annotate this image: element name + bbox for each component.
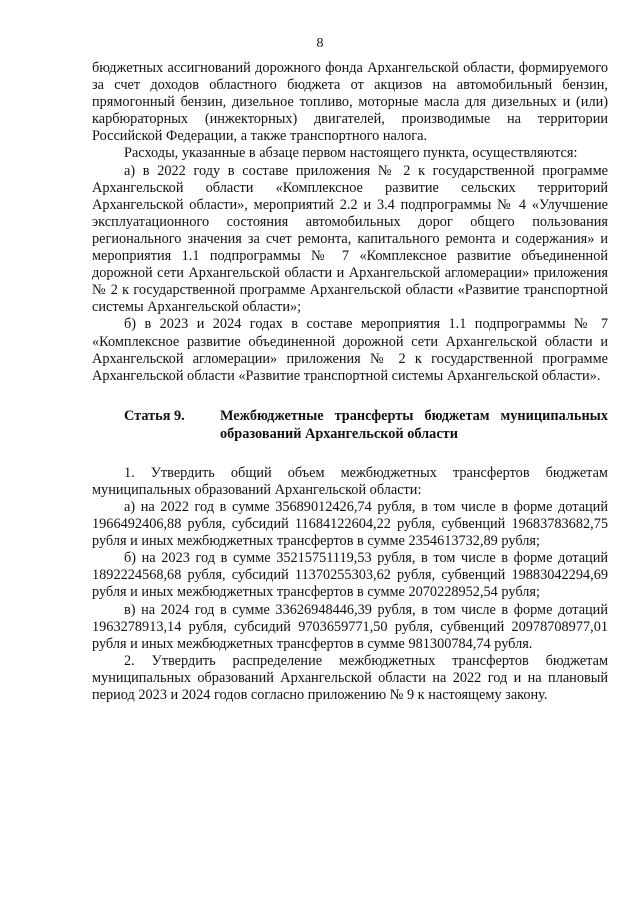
paragraph-road-fund: бюджетных ассигнований дорожного фонда Архангельской области, формируемого за счет доходов областного бюджета от акцизов на автомобильный бензин, прямогонный бензин, дизельное топливо, моторные масла для дизельных и (или) карбюраторных (инжекторных) двигателей, производимые на территории Российской Федерации, а также транспортного налога. [92, 60, 608, 145]
paragraph-transfers-2023: б) на 2023 год в сумме 35215751119,53 рубля, в том числе в форме дотаций 1892224568,68 рубля, субсидий 11370255303,62 рубля, субвенций 19883042294,69 рубля и иных межбюджетных трансфертов в сумме 2070228952,54 рубля; [92, 550, 608, 601]
paragraph-transfers-2024: в) на 2024 год в сумме 33626948446,39 рубля, в том числе в форме дотаций 1963278913,14 рубля, субсидий 9703659771,50 рубля, субвенций 20978708977,01 рубля и иных межбюджетных трансфертов в сумме 981300784,74 рубля. [92, 601, 608, 652]
paragraph-expenses-intro: Расходы, указанные в абзаце первом настоящего пункта, осуществляются: [124, 145, 578, 162]
article-number: Статья 9. [124, 407, 185, 424]
article-title: Межбюджетные трансферты бюджетам муниципальных образований Архангельской области [220, 407, 608, 442]
paragraph-transfers-total: 1. Утвердить общий объем межбюджетных трансфертов бюджетам муниципальных образований Архангельской области: [92, 464, 608, 498]
document-body [92, 60, 608, 704]
paragraph-expenses-2023-2024: б) в 2023 и 2024 годах в составе мероприятия 1.1 подпрограммы № 7 «Комплексное развитие объединенной дорожной сети Архангельской области и Архангельской агломерации» приложения № 2 к государственной программе Архангельской области «Развитие транспортной системы Архангельской области». [92, 316, 608, 384]
paragraph-transfers-distribution: 2. Утвердить распределение межбюджетных трансфертов бюджетам муниципальных образований Архангельской области на 2022 год и на плановый период 2023 и 2024 годов согласно приложению № 9 к настоящему закону. [92, 652, 608, 703]
page-number: 8 [316, 36, 324, 51]
paragraph-expenses-2022: а) в 2022 году в составе приложения № 2 к государственной программе Архангельской области «Комплексное развитие сельских территорий Архангельской области», мероприятий 2.2 и 3.4 подпрограммы № 4 «Улучшение эксплуатационного состояния автомобильных дорог общего пользования регионального значения за счет ремонта, капитального ремонта и содержания» и мероприятия 1.1 подпрограммы № 7 «Комплексное развитие объединенной дорожной сети Архангельской области и Архангельской агломерации» приложения № 2 к государственной программе Архангельской области «Развитие транспортной системы Архангельской области»; [92, 162, 608, 316]
article-heading [92, 407, 608, 443]
paragraph-transfers-2022: а) на 2022 год в сумме 35689012426,74 рубля, в том числе в форме дотаций 1966492406,88 рубля, субсидий 11684122604,22 рубля, субвенций 19683783682,75 рубля и иных межбюджетных трансфертов в сумме 2354613732,89 рубля; [92, 498, 608, 550]
